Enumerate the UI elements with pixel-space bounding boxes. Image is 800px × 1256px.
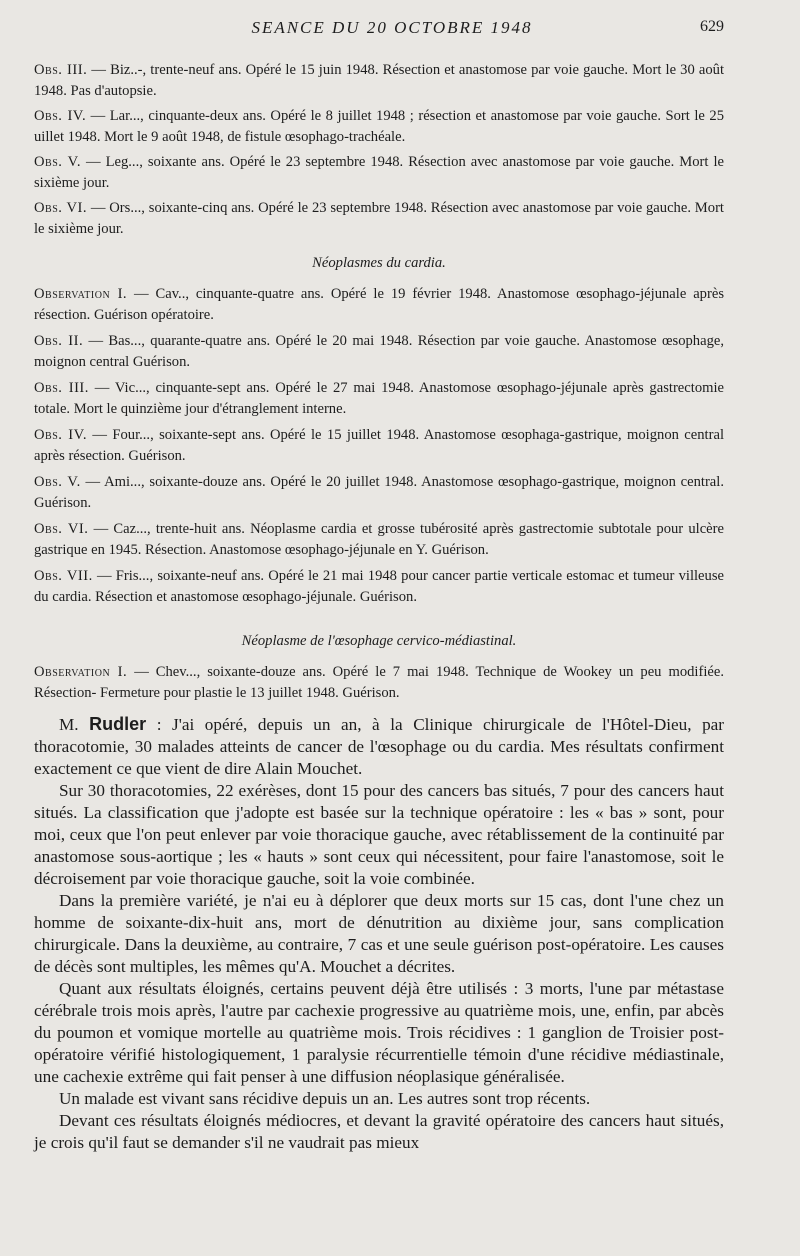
observation-label: Obs. VI.: [34, 521, 89, 537]
speech-paragraph: Un malade est vivant sans récidive depuis un an. Les autres sont trop récents.: [59, 1089, 591, 1108]
speech-paragraph: [34, 713, 724, 780]
section-title-oesophage: Néoplasme de l'œsophage cervico-médiastinal.: [241, 633, 517, 649]
speech-paragraph: Devant ces résultats éloignés médiocres, et devant la gravité opératoire des cancers haut situés, je crois qu'il faut se demander s'il ne vaudrait pas mieux: [34, 1111, 724, 1152]
observation-text: — Four..., soixante-sept ans. Opéré le 15 juillet 1948. Anastomose œsophaga-gastrique, moignon central après résection. Guérison.: [34, 427, 725, 464]
observation-text: — Biz..-, trente-neuf ans. Opéré le 15 juin 1948. Résection et anastomose par voie gauche. Mort le 30 août 1948. Pas d'autopsie.: [34, 62, 725, 99]
speaker-name: Rudler: [89, 714, 147, 734]
observation-text: — Ors..., soixante-cinq ans. Opéré le 23 septembre 1948. Résection avec anastomose par voie gauche. Mort le sixième jour.: [34, 200, 724, 237]
observation-text: — Fris..., soixante-neuf ans. Opéré le 21 mai 1948 pour cancer partie verticale estomac et tumeur villeuse du cardia. Résection et anastomose œsophago-jéjunale. Guérison.: [34, 568, 724, 605]
observation: [34, 519, 724, 561]
observation-label: Obs. III.: [34, 380, 89, 396]
observation-label: Observation I.: [34, 664, 128, 680]
speech-paragraph: Sur 30 thoracotomies, 22 exérèses, dont 15 pour des cancers bas situés, 7 pour des cancers haut situés. La classification que j'adopte est basée sur la technique opératoire : les « bas » sont, pour moi, ceux que l'on peut enlever par voie thoracique gauche, avec rétablissement de la continuité par anastomose sous-aortique ; les « hauts » sont ceux qui nécessitent, pour faire l'anastomose, soit le décroisement par voie thoracique gauche, soit la voie combinée.: [34, 781, 724, 888]
page-number: 629: [700, 18, 724, 35]
observation-label: Observation I.: [34, 286, 128, 302]
observation-label: Obs. VII.: [34, 568, 93, 584]
speech-block: [34, 713, 724, 1154]
observation-label: Obs. V.: [34, 154, 81, 170]
observations-group-1: [34, 60, 724, 240]
observation: [34, 198, 724, 240]
observation: [34, 152, 724, 194]
observation-label: Obs. II.: [34, 333, 84, 349]
observation-text: — Cav.., cinquante-quatre ans. Opéré le 19 février 1948. Anastomose œsophago-jéjunale après résection. Guérison opératoire.: [34, 286, 724, 323]
observation: [34, 284, 724, 326]
running-header: [60, 18, 724, 42]
observation-text: — Caz..., trente-huit ans. Néoplasme cardia et grosse tubérosité après gastrectomie subtotale pour ulcère gastrique en 1945. Résection. Anastomose œsophago-jéjunale en Y. Guérison.: [34, 521, 724, 558]
observation-text: — Leg..., soixante ans. Opéré le 23 septembre 1948. Résection avec anastomose par voie gauche. Mort le sixième jour.: [34, 154, 725, 191]
speech-paragraph: Quant aux résultats éloignés, certains peuvent déjà être utilisés : 3 morts, l'une par métastase cérébrale trois mois après, l'autre par cachexie progressive au quatrième mois, une, enfin, par abcès du poumon et vomique mortelle au quatrième mois. Trois récidives : 1 ganglion de Troisier post-opératoire vérifié histologiquement, 1 paralysie récurrentielle témoin d'une récidive médiastinale, une cachexie extrême qui fait penser à une diffusion néoplasique généralisée.: [34, 979, 724, 1086]
observation-text: — Ami..., soixante-douze ans. Opéré le 20 juillet 1948. Anastomose œsophago-gastrique, moignon central. Guérison.: [34, 474, 724, 511]
observation-label: Obs. III.: [34, 62, 88, 78]
observation-label: Obs. VI.: [34, 200, 88, 216]
observation: [34, 60, 724, 102]
observation-text: — Vic..., cinquante-sept ans. Opéré le 27 mai 1948. Anastomose œsophago-jéjunale après gastrectomie totale. Mort le quinzième jour d'étranglement interne.: [34, 380, 724, 417]
speech-paragraph: Dans la première variété, je n'ai eu à déplorer que deux morts sur 15 cas, dont l'une chez un homme de soixante-dix-huit ans, mort de dénutrition au dixième jour, sans complication chirurgicale. Dans la deuxième, au contraire, 7 cas et une seule guérison post-opératoire. Les causes de décès sont multiples, les mêmes qu'A. Mouchet a décrites.: [34, 891, 724, 976]
speech-text: : J'ai opéré, depuis un an, à la Clinique chirurgicale de l'Hôtel-Dieu, par thoracotomie, 30 malades atteints de cancer de l'œsophage ou du cardia. Mes résultats confirment exactement ce que vient de dire Alain Mouchet.: [34, 715, 725, 778]
observation: [34, 662, 724, 704]
observation: [34, 566, 724, 608]
observation: [34, 472, 724, 514]
observations-group-2: [34, 284, 724, 608]
observation-text: — Chev..., soixante-douze ans. Opéré le 7 mai 1948. Technique de Wookey un peu modifiée. Résection- Fermeture pour plastie le 13 juillet 1948. Guérison.: [34, 664, 724, 701]
observation-label: Obs. IV.: [34, 108, 87, 124]
observation: [34, 378, 724, 420]
observations-group-3: [34, 662, 724, 704]
observation-label: Obs. V.: [34, 474, 81, 490]
observation-label: Obs. IV.: [34, 427, 87, 443]
observation: [34, 425, 724, 467]
observation-text: — Lar..., cinquante-deux ans. Opéré le 8 juillet 1948 ; résection et anastomose par voie gauche. Sort le 25 uillet 1948. Mort le 9 août 1948, de fistule œsophago-trachéale.: [34, 108, 724, 145]
observation: [34, 106, 724, 148]
running-title: SEANCE DU 20 OCTOBRE 1948: [251, 18, 533, 37]
speaker-prefix: M.: [59, 715, 79, 734]
observation-text: — Bas..., quarante-quatre ans. Opéré le 20 mai 1948. Résection par voie gauche. Anastomose œsophage, moignon central Guérison.: [34, 333, 724, 370]
observation: [34, 331, 724, 373]
section-title-cardia: Néoplasmes du cardia.: [312, 255, 446, 271]
